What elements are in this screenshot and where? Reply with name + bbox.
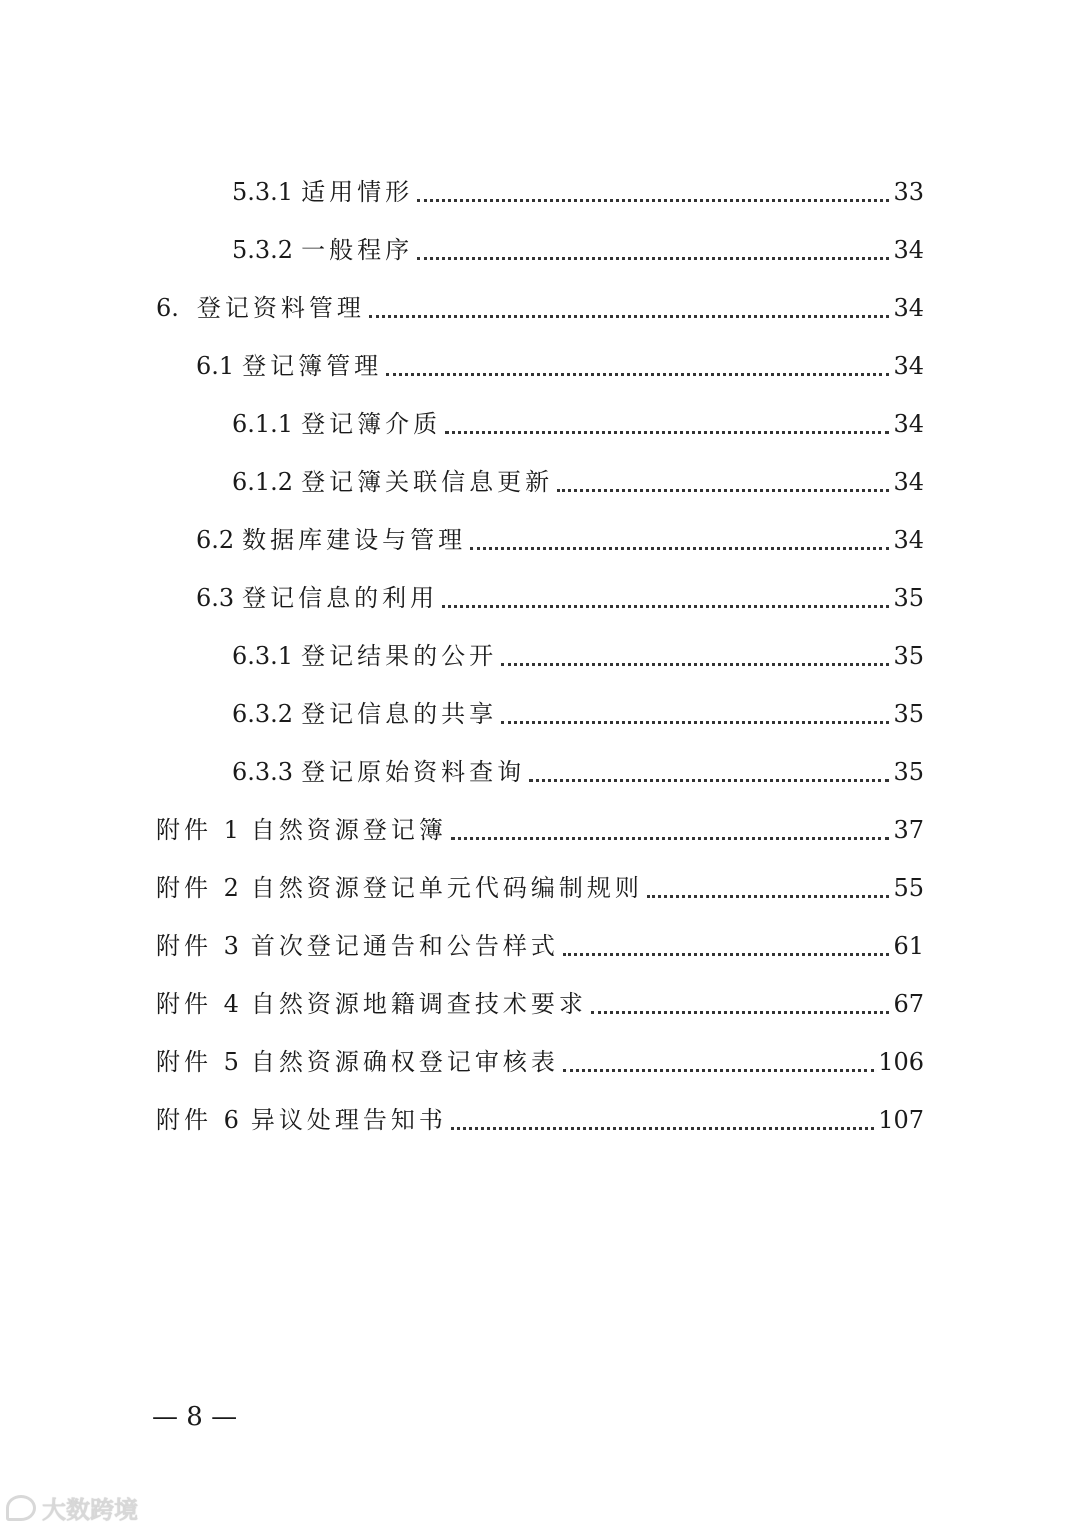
toc-page-number: 106: [878, 1048, 924, 1076]
toc-page-number: 34: [893, 294, 924, 322]
toc-number: 6.3.3: [232, 758, 294, 786]
watermark: [6, 1490, 138, 1525]
toc-number: 附件 4: [156, 990, 243, 1018]
dot-leader: [417, 199, 889, 202]
toc-title: 数据库建设与管理: [242, 526, 467, 554]
toc-page-number: 34: [893, 410, 924, 438]
toc-number: 附件 3: [156, 932, 243, 960]
toc-number: 附件 1: [156, 816, 243, 844]
toc-entry: [156, 984, 924, 1024]
toc-entry: [156, 1042, 924, 1082]
toc-number: 6.3.2: [232, 700, 294, 728]
toc-page-number: 35: [893, 700, 924, 728]
toc-number: 附件 5: [156, 1048, 243, 1076]
toc-entry: [156, 288, 924, 328]
toc-entry: [156, 926, 924, 966]
toc-page-number: 34: [893, 468, 924, 496]
toc-page-number: 107: [878, 1106, 924, 1134]
toc-title: 登记原始资料查询: [301, 758, 526, 786]
toc-number: 6.1.1: [232, 410, 294, 438]
dot-leader: [501, 721, 889, 724]
toc-page-number: 35: [893, 642, 924, 670]
toc-number: 附件 6: [156, 1106, 243, 1134]
toc-page-number: 34: [893, 236, 924, 264]
toc-title: 自然资源登记单元代码编制规则: [250, 874, 643, 902]
toc-entry: [232, 462, 924, 502]
toc-entry: [232, 172, 924, 212]
toc-title: 一般程序: [301, 236, 414, 264]
toc-entry: [232, 404, 924, 444]
toc-entry: [232, 694, 924, 734]
dot-leader: [445, 431, 889, 434]
toc-entry: [232, 636, 924, 676]
toc-page-number: 37: [893, 816, 924, 844]
dot-leader: [369, 315, 890, 318]
toc-entry: [156, 1100, 924, 1140]
toc-number: 6.3.1: [232, 642, 294, 670]
page-number: — 8 —: [152, 1402, 238, 1432]
toc-entry: [232, 230, 924, 270]
toc-entry: [196, 520, 924, 560]
toc-number: 6.3: [196, 584, 235, 612]
toc-number: 6.1.2: [232, 468, 294, 496]
dot-leader: [529, 779, 889, 782]
toc-number: 5.3.2: [232, 236, 294, 264]
dot-leader: [470, 547, 889, 550]
toc-title: 登记信息的共享: [301, 700, 498, 728]
toc-entry: [156, 868, 924, 908]
dot-leader: [557, 489, 889, 492]
toc-entry: [232, 752, 924, 792]
toc-title: 登记信息的利用: [242, 584, 439, 612]
dot-leader: [386, 373, 889, 376]
toc-entry: [196, 578, 924, 618]
toc-title: 登记簿管理: [242, 352, 383, 380]
watermark-text: 大数跨境: [42, 1496, 138, 1524]
toc-title: 登记结果的公开: [301, 642, 498, 670]
dot-leader: [563, 953, 890, 956]
toc-title: 适用情形: [301, 178, 414, 206]
dot-leader: [451, 1127, 874, 1130]
toc-title: 自然资源地籍调查技术要求: [250, 990, 587, 1018]
dot-leader: [417, 257, 889, 260]
toc-number: 6.2: [196, 526, 235, 554]
toc-number: 5.3.1: [232, 178, 294, 206]
toc-title: 登记簿介质: [301, 410, 442, 438]
toc-page-number: 35: [893, 758, 924, 786]
dot-leader: [591, 1011, 890, 1014]
toc-page-number: 34: [893, 352, 924, 380]
toc-title: 异议处理告知书: [250, 1106, 447, 1134]
dot-leader: [563, 1069, 874, 1072]
toc-number: 附件 2: [156, 874, 243, 902]
dot-leader: [442, 605, 889, 608]
toc-entry: [156, 810, 924, 850]
toc-entry: [196, 346, 924, 386]
toc-title: 首次登记通告和公告样式: [250, 932, 559, 960]
toc-page-number: 35: [893, 584, 924, 612]
toc-number: 6.: [156, 294, 179, 322]
dot-leader: [647, 895, 890, 898]
dot-leader: [501, 663, 889, 666]
toc-page-number: 55: [893, 874, 924, 902]
toc-title: 自然资源登记簿: [250, 816, 447, 844]
toc-page-number: 34: [893, 526, 924, 554]
toc-page-number: 33: [893, 178, 924, 206]
toc-page-number: 61: [893, 932, 924, 960]
toc-title: 自然资源确权登记审核表: [250, 1048, 559, 1076]
toc-title: 登记资料管理: [196, 294, 365, 322]
dot-leader: [451, 837, 890, 840]
toc-title: 登记簿关联信息更新: [301, 468, 554, 496]
toc-page-number: 67: [893, 990, 924, 1018]
watermark-logo-icon: [6, 1495, 36, 1521]
toc-number: 6.1: [196, 352, 235, 380]
